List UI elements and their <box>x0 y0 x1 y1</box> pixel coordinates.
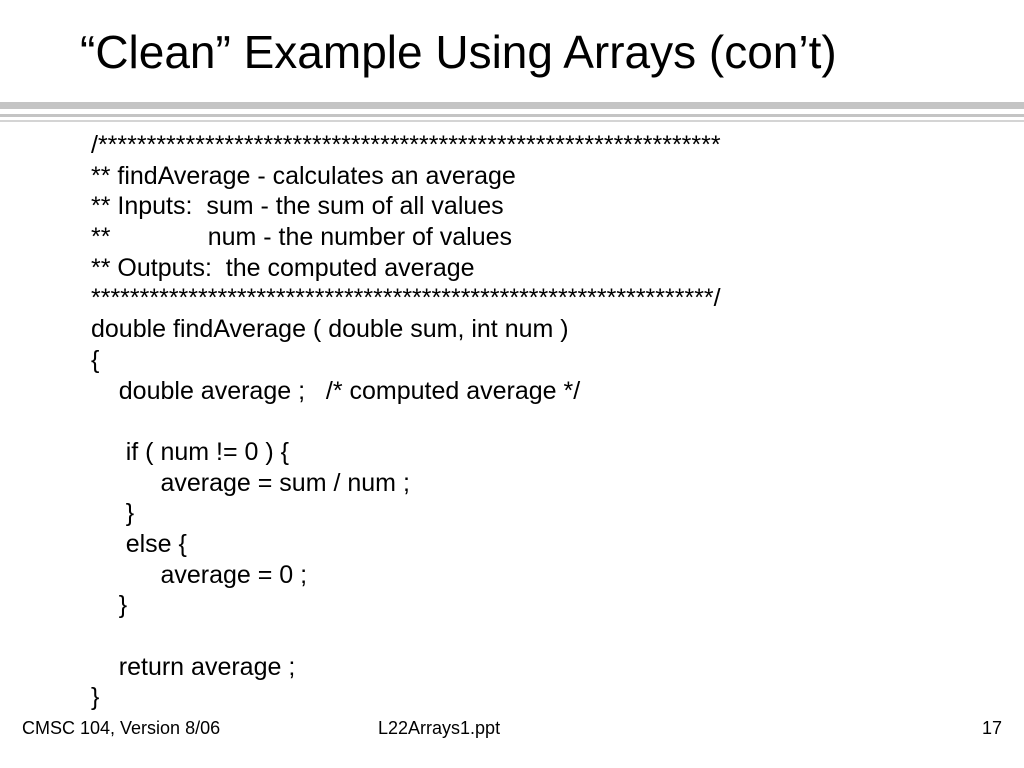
code-line: } <box>91 683 100 712</box>
code-line: average = sum / num ; <box>91 468 410 497</box>
title-divider-thin <box>0 120 1024 122</box>
slide-title: “Clean” Example Using Arrays (con’t) <box>80 26 837 78</box>
code-line: ** Outputs: the computed average <box>91 253 475 282</box>
code-line: ** num - the number of values <box>91 223 513 252</box>
code-line: return average ; <box>91 652 296 681</box>
code-line: /**************************************************************** <box>91 131 721 159</box>
title-divider-medium <box>0 114 1024 117</box>
code-block <box>91 130 991 713</box>
code-line: average = 0 ; <box>91 560 308 589</box>
code-line: ** Inputs: sum - the sum of all values <box>91 192 504 221</box>
code-line: if ( num != 0 ) { <box>91 437 289 466</box>
code-line: } <box>91 499 135 528</box>
code-line: double findAverage ( double sum, int num ) <box>91 315 569 344</box>
code-line: double average ; /* computed average */ <box>91 376 581 405</box>
code-line: ****************************************************************/ <box>91 284 721 313</box>
code-line: else { <box>91 529 187 558</box>
footer-filename: L22Arrays1.ppt <box>378 718 501 738</box>
footer-course: CMSC 104, Version 8/06 <box>22 718 221 738</box>
code-line: } <box>91 591 128 620</box>
code-line: ** findAverage - calculates an average <box>91 161 516 190</box>
code-line <box>91 621 991 652</box>
code-line <box>91 406 991 437</box>
code-line: { <box>91 345 100 374</box>
title-divider-thick <box>0 102 1024 109</box>
footer-page-number: 17 <box>982 718 1003 738</box>
